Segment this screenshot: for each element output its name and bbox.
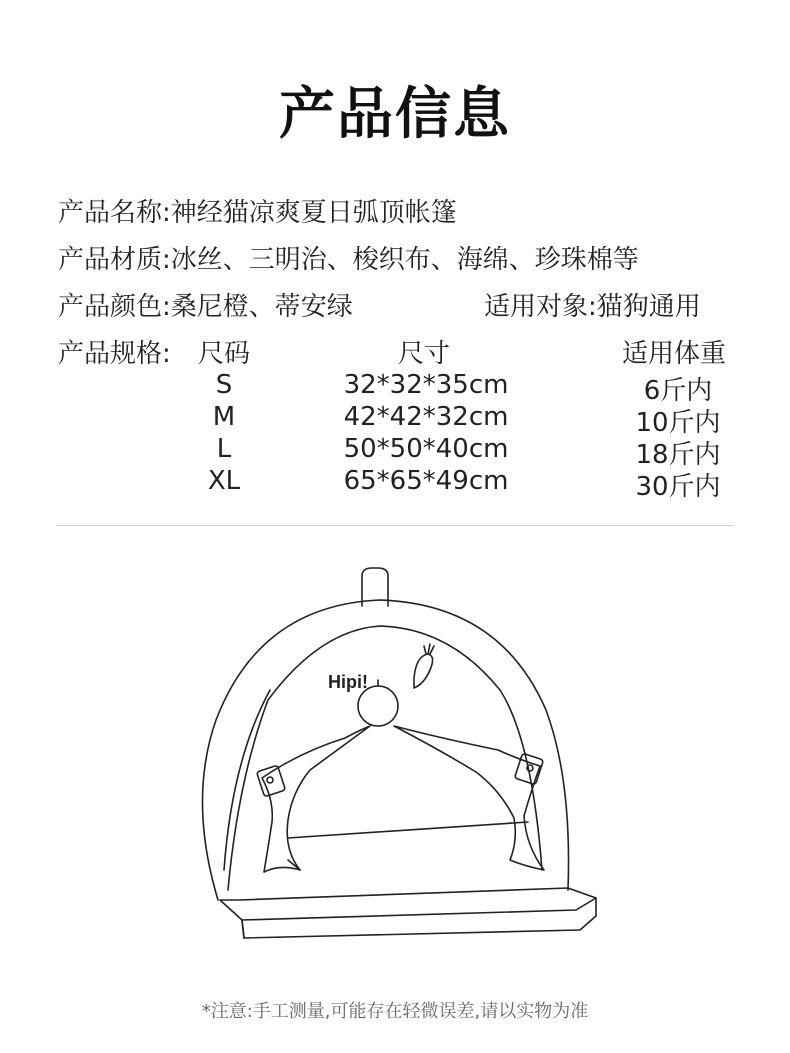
- tent-tag-text: Hipi!: [328, 672, 368, 692]
- spec-cell-weight: 10斤内: [635, 408, 721, 438]
- spec-cell-dimension: 65*65*49cm: [343, 466, 509, 496]
- info-color-value: 桑尼橙、蒂安绿: [170, 292, 353, 322]
- section-divider: [56, 525, 734, 526]
- info-material-row: [58, 239, 639, 276]
- info-material-label: 产品材质:: [58, 245, 171, 275]
- info-target-row: [484, 286, 701, 323]
- spec-cell-weight: 18斤内: [635, 440, 721, 470]
- spec-cell-size: L: [216, 434, 232, 464]
- page-title: 产品信息: [279, 82, 511, 147]
- spec-header-dimension: 尺寸: [398, 339, 451, 369]
- spec-cell-dimension: 32*32*35cm: [343, 370, 509, 400]
- info-name-label: 产品名称:: [58, 198, 171, 228]
- info-spec-label-row: [58, 333, 171, 370]
- spec-header-weight: 适用体重: [622, 339, 727, 369]
- tent-illustration: [180, 560, 610, 980]
- info-target-label: 适用对象:: [484, 292, 597, 322]
- spec-cell-size: S: [215, 370, 233, 400]
- info-color-label: 产品颜色:: [58, 292, 171, 322]
- info-name-row: [58, 192, 457, 229]
- spec-cell-weight: 6斤内: [643, 376, 713, 406]
- spec-cell-dimension: 50*50*40cm: [343, 434, 509, 464]
- spec-cell-dimension: 42*42*32cm: [343, 402, 509, 432]
- spec-cell-size: M: [212, 402, 236, 432]
- info-name-value: 神经猫凉爽夏日弧顶帐篷: [170, 198, 457, 228]
- spec-header-size: 尺码: [198, 339, 251, 369]
- info-spec-label: 产品规格:: [58, 339, 171, 369]
- spec-cell-weight: 30斤内: [635, 472, 721, 502]
- tent-icon: [180, 560, 610, 980]
- info-color-row: [58, 286, 353, 323]
- info-target-value: 猫狗通用: [596, 292, 701, 322]
- spec-cell-size: XL: [207, 466, 241, 496]
- info-material-value: 冰丝、三明治、梭织布、海绵、珍珠棉等: [170, 245, 639, 275]
- measurement-note: *注意:手工测量,可能存在轻微误差,请以实物为准: [201, 1001, 589, 1022]
